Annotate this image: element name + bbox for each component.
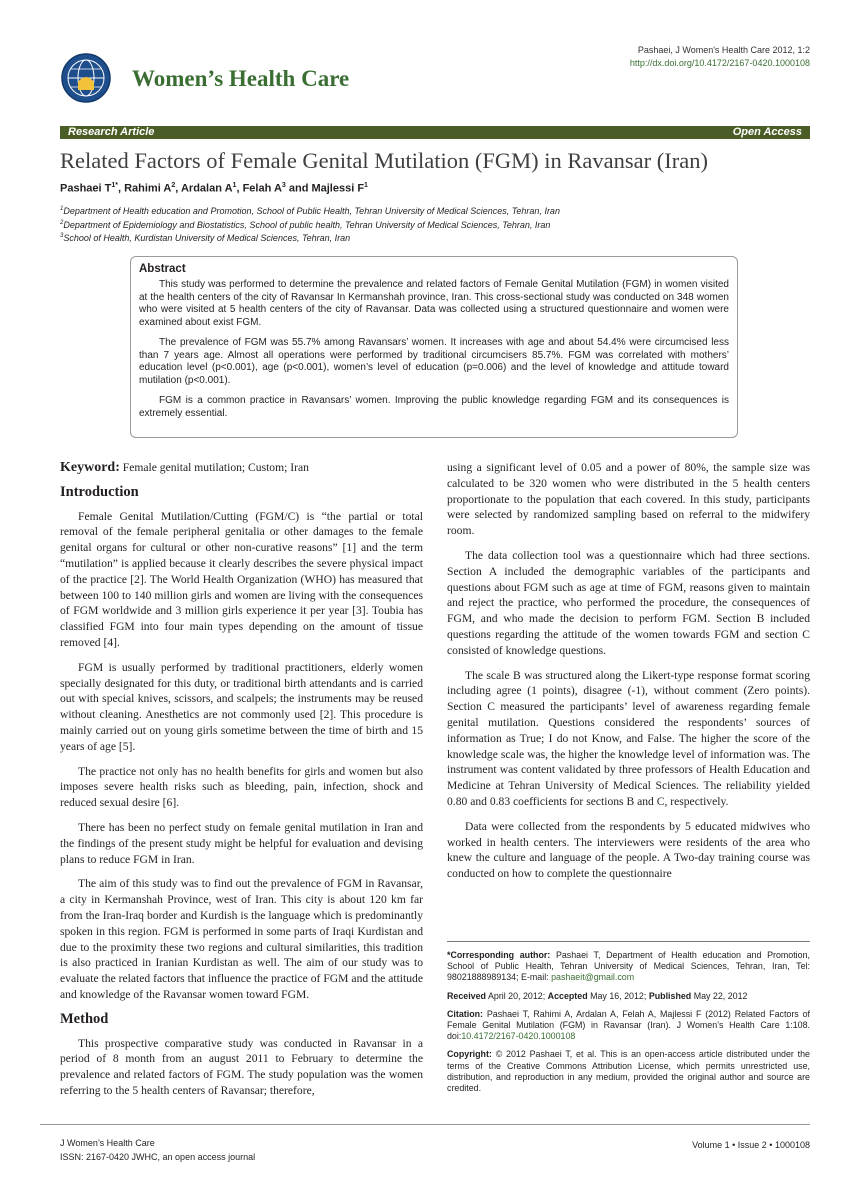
footer-divider	[40, 1124, 810, 1125]
citation-line: Pashaei, J Women's Health Care 2012, 1:2	[637, 45, 810, 55]
body-paragraph: The aim of this study was to find out the prevalence of FGM in Ravansar, a city in Kermanshah Province, west of Iran. This city is about 120 km far from the Iran-Iraq border and Kurdish is the language which is predominantly spoken in this region. FGM is performed in some parts of Iraqi Kurdistan and due to the proximity these two regions and cultural similarities, this tradition is also practiced in Iranian Kurdistan as well. The aim of our study was to evaluate the related factors that influence the practice of FGM and the attitude and knowledge of the Ravansar women toward FGM.	[60, 877, 423, 1001]
dates-line	[447, 991, 810, 1002]
abstract-paragraph: This study was performed to determine the prevalence and related factors of Female Genital Mutilation (FGM) in women visited at the health centers of the city of Ravansar In Kermanshah province, Iran. This cross-sectional study was conducted on 348 women who were visited at 5 health centers of the city of Ravansar. Data was collected using a structured questionnaire and women were examined about exist FGM.	[139, 279, 729, 328]
journal-name: Women’s Health Care	[132, 66, 350, 91]
affiliation-1: $^1$Department of Health education and Promotion, School of Public Health, Tehran University of Medical Sciences, Tehran, Iran	[60, 206, 560, 216]
body-paragraph: Data were collected from the respondents by 5 educated midwives who worked in health centers. The interviewers were residents of the area who knew the culture and language of the people. A Two-day training course was conducted on how to complete the questionnaire	[447, 819, 810, 881]
abstract-heading: Abstract	[139, 263, 186, 275]
abstract-box	[130, 256, 738, 438]
keyword-text: Female genital mutilation; Custom; Iran	[119, 461, 309, 474]
body-paragraph: The data collection tool was a questionnaire which had three sections. Section A included the demographic variables of the participants and questions about FGM such as age at time of FGM, reasons given to maintain and reject the practice, who performed the procedure, the consequences of FGM, and who made the decision to perform FGM. Section B included questions regarding the attitude of the women towards FGM and section C consisted of knowledge questions.	[447, 548, 810, 657]
citation-text: Pashaei T, Rahimi A, Ardalan A, Felah A, Majlessi F (2012) Related Factors of Female Genital Mutilation (FGM) in Ravansar (Iran). J Women’s Health Care 1:108. doi:	[447, 1008, 810, 1042]
published-label: Published	[648, 990, 692, 1001]
footer-volume: Volume 1 • Issue 2 • 1000108	[692, 1140, 810, 1150]
correspondence-box	[447, 941, 810, 1101]
footer-journal: J Women’s Health Care	[60, 1138, 155, 1148]
journal-logo	[60, 52, 112, 104]
footer-journal-info	[60, 1136, 255, 1164]
affiliation-2: $^2$Department of Epidemiology and Biostatistics, School of public health, Tehran University of Medical Sciences, Tehran, Iran	[60, 219, 551, 230]
article-type-label: Research Article	[68, 126, 155, 138]
body-paragraph: FGM is usually performed by traditional practitioners, elderly women specially designated for this duty, or traditional birth attendants and is carried out with special knives, scissors, and scalpels; the instruments may be reused without cleaning. Anesthetics are not commonly used [2]. This procedure is mainly carried out on young girls sometime between the time of birth and 15 years of age [5].	[60, 660, 423, 753]
accepted-date: May 16, 2012;	[587, 990, 649, 1001]
body-paragraph: using a significant level of 0.05 and a power of 80%, the sample size was calculated to be 320 women who were distributed in the 5 health centers proportionate to the population that each covered. In this study, participants were selected by randomized sampling based on referral to the midwifery room.	[447, 461, 810, 538]
globe-logo-icon	[60, 52, 112, 104]
body-paragraph: This prospective comparative study was conducted in Ravansar in a period of 8 month from an august 2011 to February to determine the prevalence and related factors of FGM. The study population was the women referring to the 5 health centers of Ravansar; therefore,	[60, 1036, 423, 1097]
corresponding-author	[447, 950, 810, 984]
body-paragraph: The scale B was structured along the Likert-type response format scoring including agree (1 points), disagree (-1), without comment (Zero points). Section C measured the participants’ level of awareness regarding female genital mutilation. Questions considered the respondents’ sources of information as True; I do not Know, and False. The higher the score of the knowledge scale was, the higher the knowledge level of information was. The instrument was content validated by three professors of Health Education and Medicine at Tehran University of Medical Sciences. The reliability yielded 0.80 and 0.83 coefficients for sections B and C, respectively.	[447, 668, 810, 808]
affiliation-3: $^3$School of Health, Kurdistan University of Medical Sciences, Tehran, Iran	[60, 233, 351, 243]
copyright-note	[447, 1049, 810, 1094]
copyright-label: Copyright:	[447, 1049, 492, 1060]
footer-issn: ISSN: 2167-0420 JWHC, an open access journal	[60, 1152, 256, 1162]
received-label: Received	[447, 990, 486, 1001]
left-column	[60, 460, 423, 1108]
doi-link[interactable]: http://dx.doi.org/10.4172/2167-0420.1000108	[629, 58, 810, 68]
accepted-label: Accepted	[547, 990, 588, 1001]
keywords	[60, 460, 423, 476]
open-access-label: Open Access	[732, 126, 802, 138]
introduction-heading: Introduction	[60, 483, 139, 500]
author-email-link[interactable]: pashaeit@gmail.com	[551, 972, 635, 983]
method-heading: Method	[60, 1010, 109, 1027]
published-date: May 22, 2012	[691, 990, 748, 1001]
affiliation-1-text: Department of Health education and Promotion, School of Public Health, Tehran University of Medical Sciences, Tehran, Iran	[63, 206, 560, 216]
author-list: Pashaei $T^{1*}$, Rahimi $A^2$, Ardalan $A^1$, Felah $A^3$ and Majlessi $F^1$	[60, 182, 368, 195]
affiliation-2-text: Department of Epidemiology and Biostatistics, School of public health, Tehran University of Medical Sciences, Tehran, Iran	[63, 219, 551, 230]
corresponding-author-text: Pashaei T, Department of Health education and Promotion, School of Public Health, Tehran University of Medical Sciences, Tehran, Iran, Tel: 98021888989134; E-mail:	[447, 950, 810, 983]
right-column	[447, 460, 810, 891]
body-paragraph: There has been no perfect study on female genital mutilation in Iran and the findings of the present study might be helpful for evaluation and devising plans to reduce FGM in Iran.	[60, 820, 423, 866]
article-title: Related Factors of Female Genital Mutilation (FGM) in Ravansar (Iran)	[60, 148, 708, 173]
citation-doi-link[interactable]: 10.4172/2167-0420.1000108	[461, 1031, 576, 1042]
citation-label: Citation:	[447, 1008, 483, 1019]
keyword-label: Keyword:	[60, 460, 120, 475]
citation-note	[447, 1009, 810, 1043]
copyright-text: © 2012 Pashaei T, et al. This is an open-access article distributed under the terms of the Creative Commons Attribution License, which permits unrestricted use, distribution, and reproduction in any medium, provided the original author and source are credited.	[447, 1049, 810, 1094]
corresponding-author-label: *Corresponding author:	[447, 950, 551, 960]
received-date: April 20, 2012;	[485, 990, 548, 1001]
body-paragraph: Female Genital Mutilation/Cutting (FGM/C) is “the partial or total removal of the female peripheral genitalia or other damages to the female genital organs for cultural or other non-curative reasons” [1] and the term “mutilation” is applied because it clearly describes the severe physical impact of the practice [2]. The World Health Organization (WHO) has measured that between 100 to 140 million girls and women are living with the consequences of FGM worldwide and 3 million girls experience it per year [3]. Toubia has classified FGM into four main types depending on the amount of tissue removed [4].	[60, 509, 423, 649]
citation-header	[630, 44, 810, 70]
affiliations	[60, 204, 560, 245]
article-type-banner	[60, 126, 810, 139]
affiliation-3-text: School of Health, Kurdistan University of Medical Sciences, Tehran, Iran	[63, 233, 351, 243]
body-paragraph: The practice not only has no health benefits for girls and women but also imposes severe health risks such as bleeding, pain, infection, shock and reduced sexual desire [6].	[60, 764, 423, 810]
abstract-paragraph: FGM is a common practice in Ravansars’ women. Improving the public knowledge regarding FGM and its consequences is extremely essential.	[139, 395, 729, 419]
abstract-paragraph: The prevalence of FGM was 55.7% among Ravansars’ women. It increases with age and about 54.4% were circumcised less than 7 years age. Almost all operations were performed by traditional circumcisers 85.7%. FGM was correlated with mothers’ education level (p<0.001), age (p<0.001), women’s level of education (p=0.006) and the level of knowledge and attitude toward mutilation (p<0.001).	[139, 337, 729, 386]
